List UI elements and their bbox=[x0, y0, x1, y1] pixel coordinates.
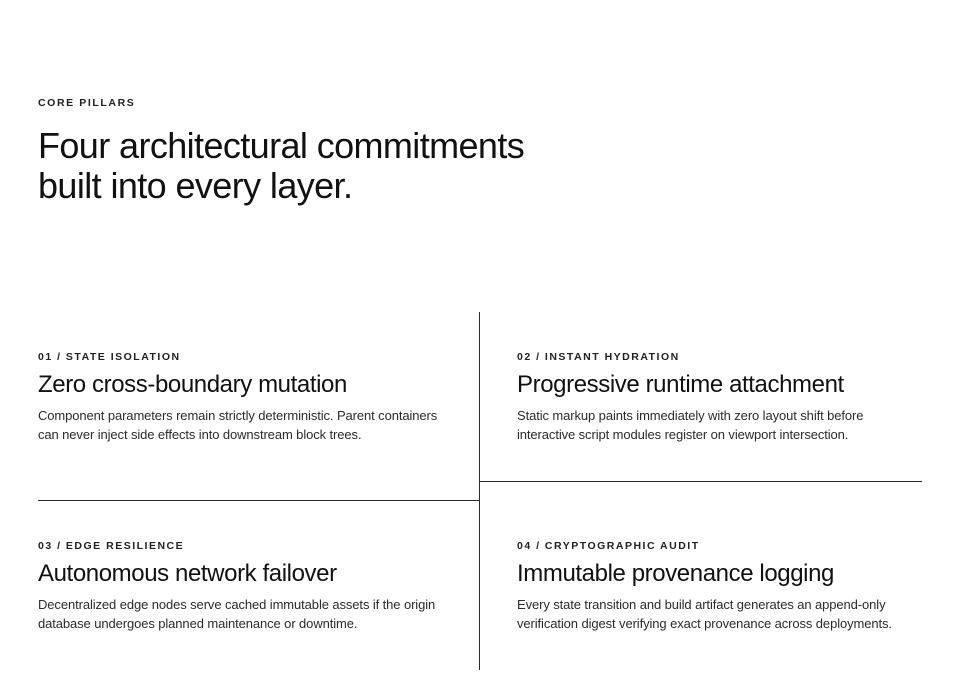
pillar-label: 03 / EDGE RESILIENCE bbox=[38, 540, 185, 552]
pillar-title: Zero cross-boundary mutation bbox=[38, 371, 347, 398]
pillar-description: Static markup paints immediately with zero layout shift before interactive script modules register on viewport intersection. bbox=[517, 408, 864, 442]
pillar-label: 04 / CRYPTOGRAPHIC AUDIT bbox=[517, 540, 700, 552]
pillar-label: 01 / STATE ISOLATION bbox=[38, 351, 181, 363]
grid-horizontal-divider-left bbox=[38, 500, 479, 501]
pillar-description: Component parameters remain strictly deterministic. Parent containers can never inject side effects into downstream block trees. bbox=[38, 408, 438, 442]
grid-horizontal-divider-right bbox=[480, 481, 922, 482]
grid-vertical-divider bbox=[479, 312, 480, 670]
pillar-title: Progressive runtime attachment bbox=[517, 371, 844, 398]
section-eyebrow: CORE PILLARS bbox=[38, 97, 136, 109]
pillar-card-cryptographic-audit bbox=[517, 539, 922, 633]
pillar-description: Decentralized edge nodes serve cached immutable assets if the origin database undergoes planned maintenance or downtime. bbox=[38, 597, 436, 631]
pillar-description: Every state transition and build artifact generates an append-only verification digest verifying exact provenance across deployments. bbox=[517, 597, 892, 631]
pillar-card-instant-hydration bbox=[517, 350, 922, 444]
section-headline: Four architectural commitments built into every layer. bbox=[38, 125, 525, 206]
pillar-card-state-isolation bbox=[38, 350, 438, 444]
pillar-label: 02 / INSTANT HYDRATION bbox=[517, 351, 680, 363]
pillar-title: Immutable provenance logging bbox=[517, 560, 835, 587]
pillar-card-edge-resilience bbox=[38, 539, 438, 633]
pillar-title: Autonomous network failover bbox=[38, 560, 337, 587]
